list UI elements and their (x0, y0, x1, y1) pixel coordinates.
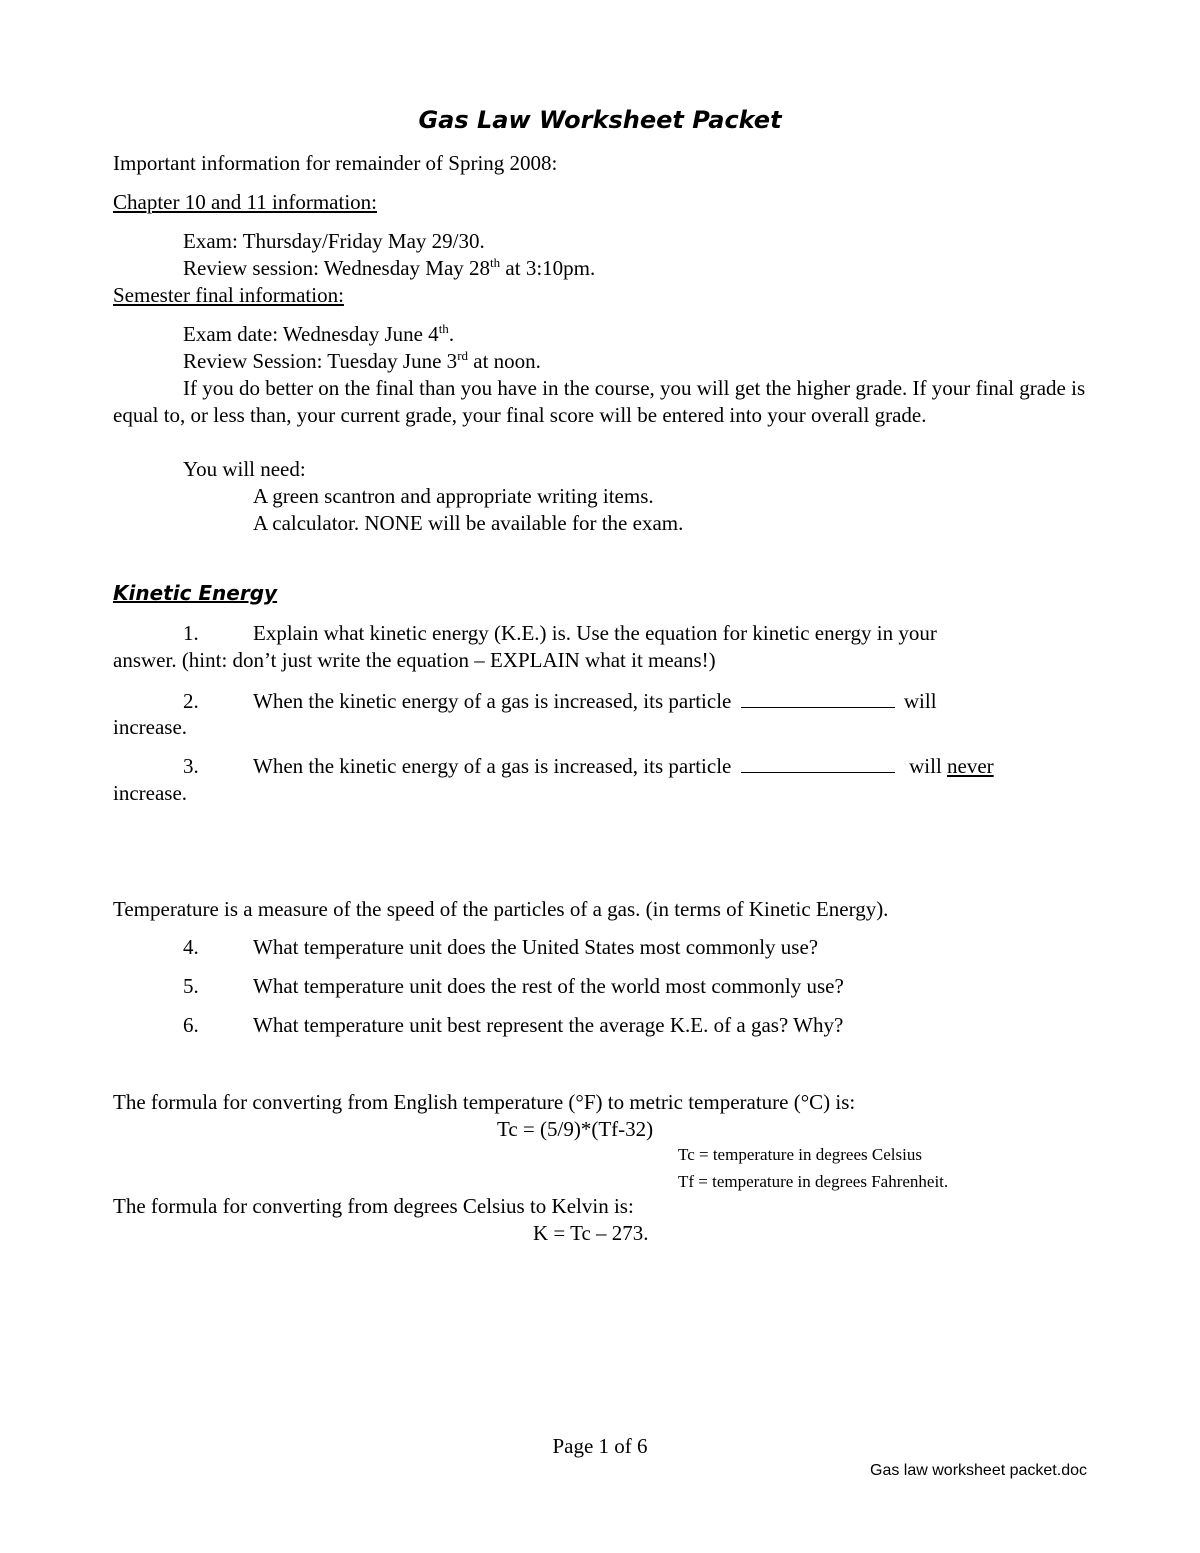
question-1 (183, 620, 937, 646)
formula-2-intro: The formula for converting from degrees Celsius to Kelvin is: (113, 1194, 634, 1218)
semester-review (183, 348, 541, 374)
temperature-intro: Temperature is a measure of the speed of the particles of a gas. (in terms of Kinetic Energy). (113, 897, 889, 921)
question-4-number: 4. (183, 935, 199, 959)
semester-review-sup: rd (457, 348, 469, 363)
question-2-text: When the kinetic energy of a gas is increased, its particle (253, 689, 732, 713)
chapter-heading: Chapter 10 and 11 information: (113, 190, 377, 214)
question-6-number: 6. (183, 1013, 199, 1037)
question-3 (183, 752, 994, 779)
semester-policy: If you do better on the final than you have in the course, you will get the higher grade. If your final grade is equal to, or less than, your current grade, your final score will be entered into your overall grade. (113, 376, 1086, 427)
question-1-continued: answer. (hint: don’t just write the equation – EXPLAIN what it means!) (113, 648, 716, 672)
semester-exam (183, 321, 454, 347)
question-3-after: will (909, 754, 948, 778)
question-2-continued: increase. (113, 715, 188, 739)
question-1-text: Explain what kinetic energy (K.E.) is. Use the equation for kinetic energy in your (253, 621, 937, 645)
need-heading: You will need: (183, 457, 306, 481)
formula-1-definition-celsius: Tc = temperature in degrees Celsius (678, 1145, 922, 1164)
question-3-number: 3. (183, 754, 199, 778)
question-6 (183, 1012, 843, 1038)
question-3-text: When the kinetic energy of a gas is increased, its particle (253, 754, 732, 778)
chapter-review-sup: th (490, 255, 501, 270)
document-filename: Gas law worksheet packet.doc (870, 1462, 1087, 1479)
question-2-answer-blank[interactable] (741, 687, 895, 708)
formula-1-definition-fahrenheit: Tf = temperature in degrees Fahrenheit. (678, 1172, 949, 1191)
intro-text: Important information for remainder of Spring 2008: (113, 151, 558, 175)
semester-review-time: at noon. (468, 349, 541, 373)
document-title: Gas Law Worksheet Packet (418, 106, 782, 134)
kinetic-energy-heading: Kinetic Energy (113, 581, 278, 605)
question-2 (183, 687, 937, 714)
page-number: Page 1 of 6 (552, 1434, 648, 1458)
question-5-number: 5. (183, 974, 199, 998)
question-4 (183, 934, 818, 960)
question-2-after: will (903, 689, 937, 713)
need-item-calculator: A calculator. NONE will be available for the exam. (253, 511, 684, 535)
semester-review-text: Review Session: Tuesday June 3 (183, 349, 458, 373)
need-item-scantron: A green scantron and appropriate writing items. (253, 484, 654, 508)
semester-exam-text: Exam date: Wednesday June 4 (183, 322, 439, 346)
question-3-continued: increase. (113, 781, 188, 805)
question-5 (183, 973, 844, 999)
semester-heading: Semester final information: (113, 283, 344, 307)
semester-exam-sup: th (438, 321, 449, 336)
formula-1-intro: The formula for converting from English temperature (°F) to metric temperature (°C) is: (113, 1090, 856, 1114)
question-6-text: What temperature unit best represent the average K.E. of a gas? Why? (253, 1013, 844, 1037)
question-4-text: What temperature unit does the United States most commonly use? (253, 935, 819, 959)
chapter-exam: Exam: Thursday/Friday May 29/30. (183, 229, 485, 253)
formula-2: K = Tc – 273. (533, 1221, 649, 1245)
formula-1: Tc = (5/9)*(Tf-32) (497, 1117, 654, 1141)
question-2-number: 2. (183, 689, 199, 713)
chapter-review (183, 255, 595, 281)
question-5-text: What temperature unit does the rest of the world most commonly use? (253, 974, 844, 998)
chapter-review-text: Review session: Wednesday May 28 (183, 256, 491, 280)
chapter-review-time: at 3:10pm. (500, 256, 596, 280)
question-3-never: never (947, 754, 994, 778)
question-3-answer-blank[interactable] (741, 752, 895, 773)
question-1-number: 1. (183, 621, 199, 645)
semester-exam-end: . (448, 322, 455, 346)
